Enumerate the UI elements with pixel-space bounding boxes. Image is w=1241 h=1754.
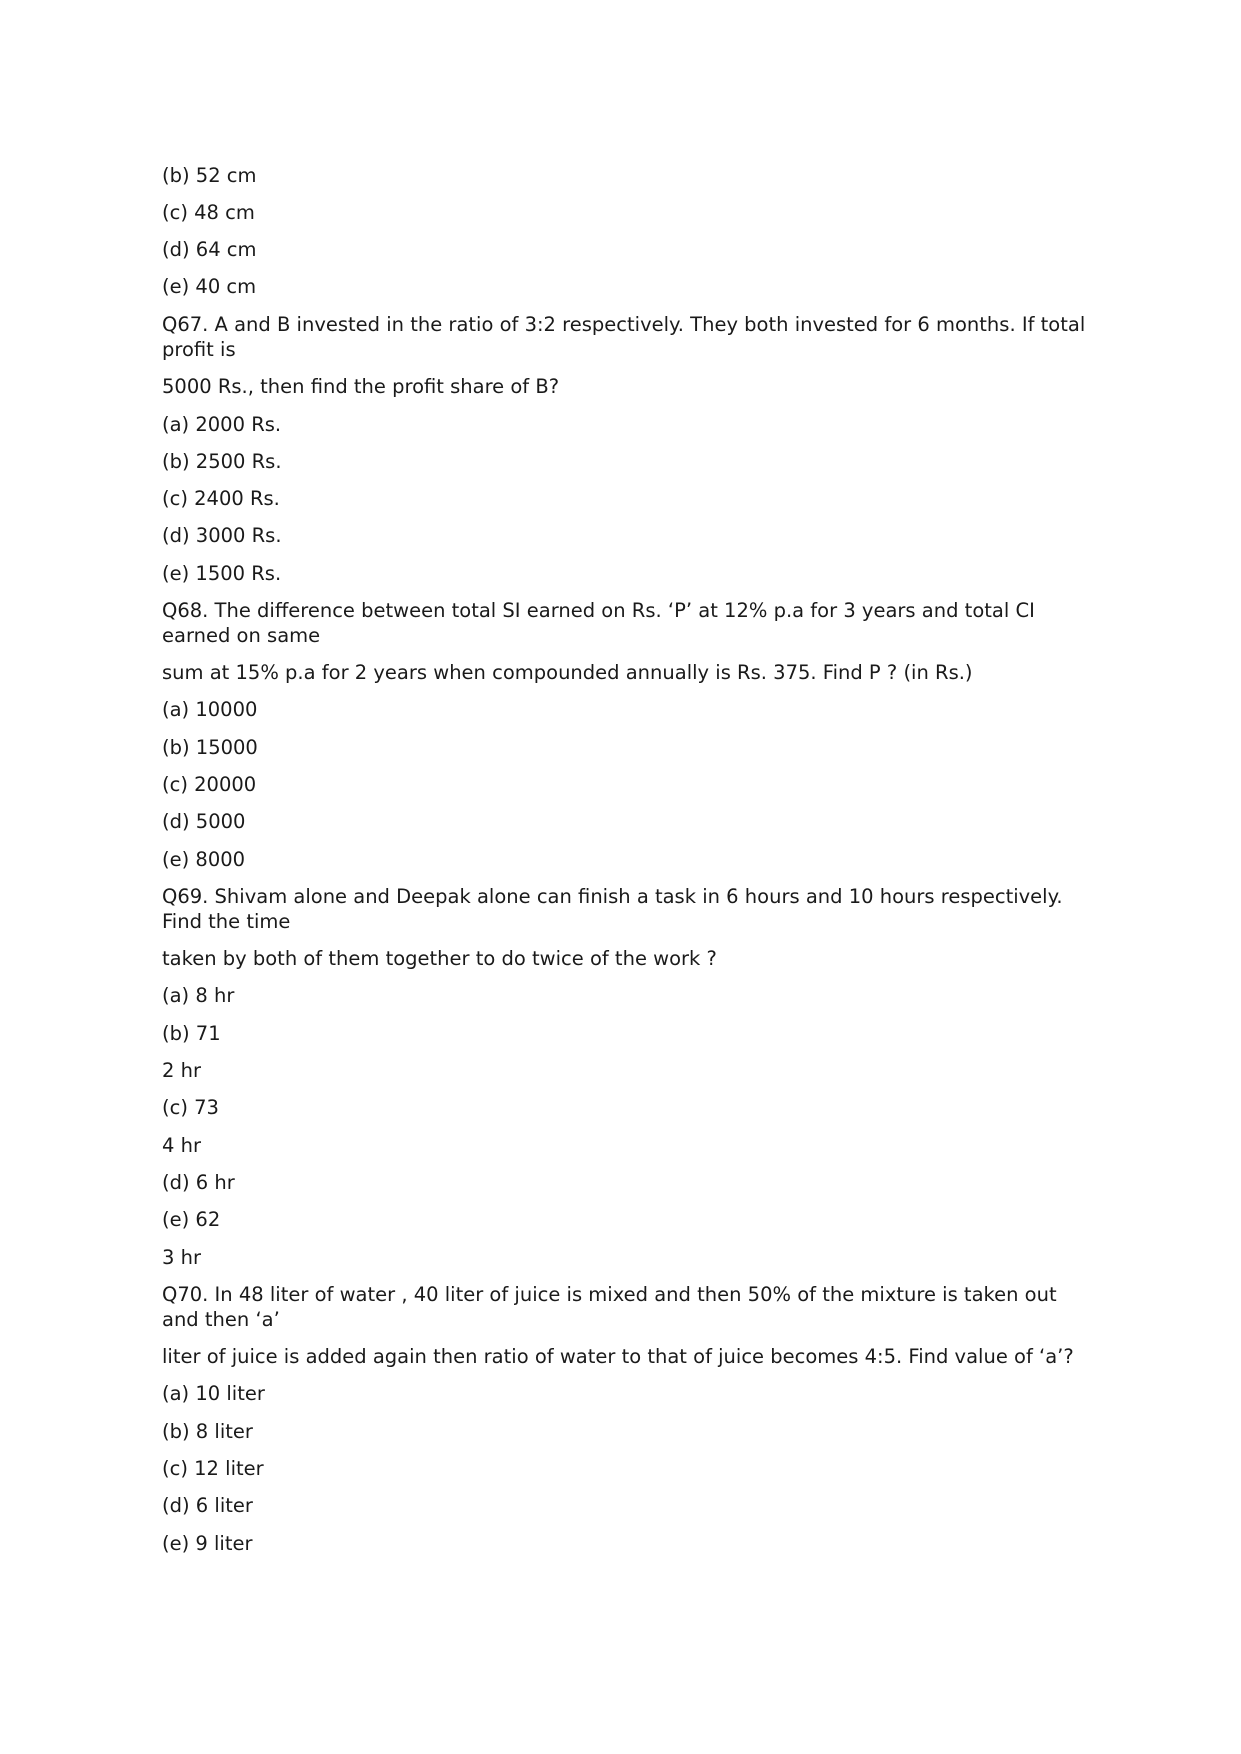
- option-c-q67: (c) 2400 Rs.: [162, 487, 280, 510]
- option-a-q69: (a) 8 hr: [162, 984, 235, 1007]
- option-e-q69-continued: 3 hr: [162, 1246, 201, 1269]
- option-e-q70: (e) 9 liter: [162, 1532, 253, 1555]
- option-c-q68: (c) 20000: [162, 773, 257, 796]
- option-d-q68: (d) 5000: [162, 810, 246, 833]
- option-b-q70: (b) 8 liter: [162, 1420, 253, 1443]
- option-e-q66: (e) 40 cm: [162, 275, 257, 298]
- option-c-q69: (c) 73: [162, 1096, 219, 1119]
- question-q69: Q69. Shivam alone and Deepak alone can finish a task in 6 hours and 10 hours respectively. Find the time: [162, 885, 1063, 933]
- question-q70-continued: liter of juice is added again then ratio of water to that of juice becomes 4:5. Find value of ‘a’?: [162, 1345, 1074, 1368]
- option-b-q68: (b) 15000: [162, 736, 258, 759]
- option-e-q69: (e) 62: [162, 1208, 221, 1231]
- option-d-q69: (d) 6 hr: [162, 1171, 235, 1194]
- option-b-q66: (b) 52 cm: [162, 164, 257, 187]
- question-q67: Q67. A and B invested in the ratio of 3:2 respectively. They both invested for 6 months. If total profit is: [162, 313, 1086, 361]
- option-b-q67: (b) 2500 Rs.: [162, 450, 282, 473]
- option-d-q70: (d) 6 liter: [162, 1494, 253, 1517]
- option-a-q70: (a) 10 liter: [162, 1382, 265, 1405]
- question-q68: Q68. The difference between total SI earned on Rs. ‘P’ at 12% p.a for 3 years and total CI earned on same: [162, 599, 1035, 647]
- option-c-q66: (c) 48 cm: [162, 201, 255, 224]
- option-a-q68: (a) 10000: [162, 698, 258, 721]
- option-d-q67: (d) 3000 Rs.: [162, 524, 282, 547]
- question-q67-continued: 5000 Rs., then find the profit share of B?: [162, 375, 560, 398]
- question-q70: Q70. In 48 liter of water , 40 liter of juice is mixed and then 50% of the mixture is taken out and then ‘a’: [162, 1283, 1057, 1331]
- option-d-q66: (d) 64 cm: [162, 238, 257, 261]
- option-c-q69-continued: 4 hr: [162, 1134, 201, 1157]
- option-b-q69-continued: 2 hr: [162, 1059, 201, 1082]
- option-a-q67: (a) 2000 Rs.: [162, 413, 282, 436]
- option-c-q70: (c) 12 liter: [162, 1457, 264, 1480]
- option-e-q67: (e) 1500 Rs.: [162, 562, 282, 585]
- question-q68-continued: sum at 15% p.a for 2 years when compounded annually is Rs. 375. Find P ? (in Rs.): [162, 661, 973, 684]
- option-e-q68: (e) 8000: [162, 848, 246, 871]
- question-q69-continued: taken by both of them together to do twice of the work ?: [162, 947, 717, 970]
- option-b-q69: (b) 71: [162, 1022, 221, 1045]
